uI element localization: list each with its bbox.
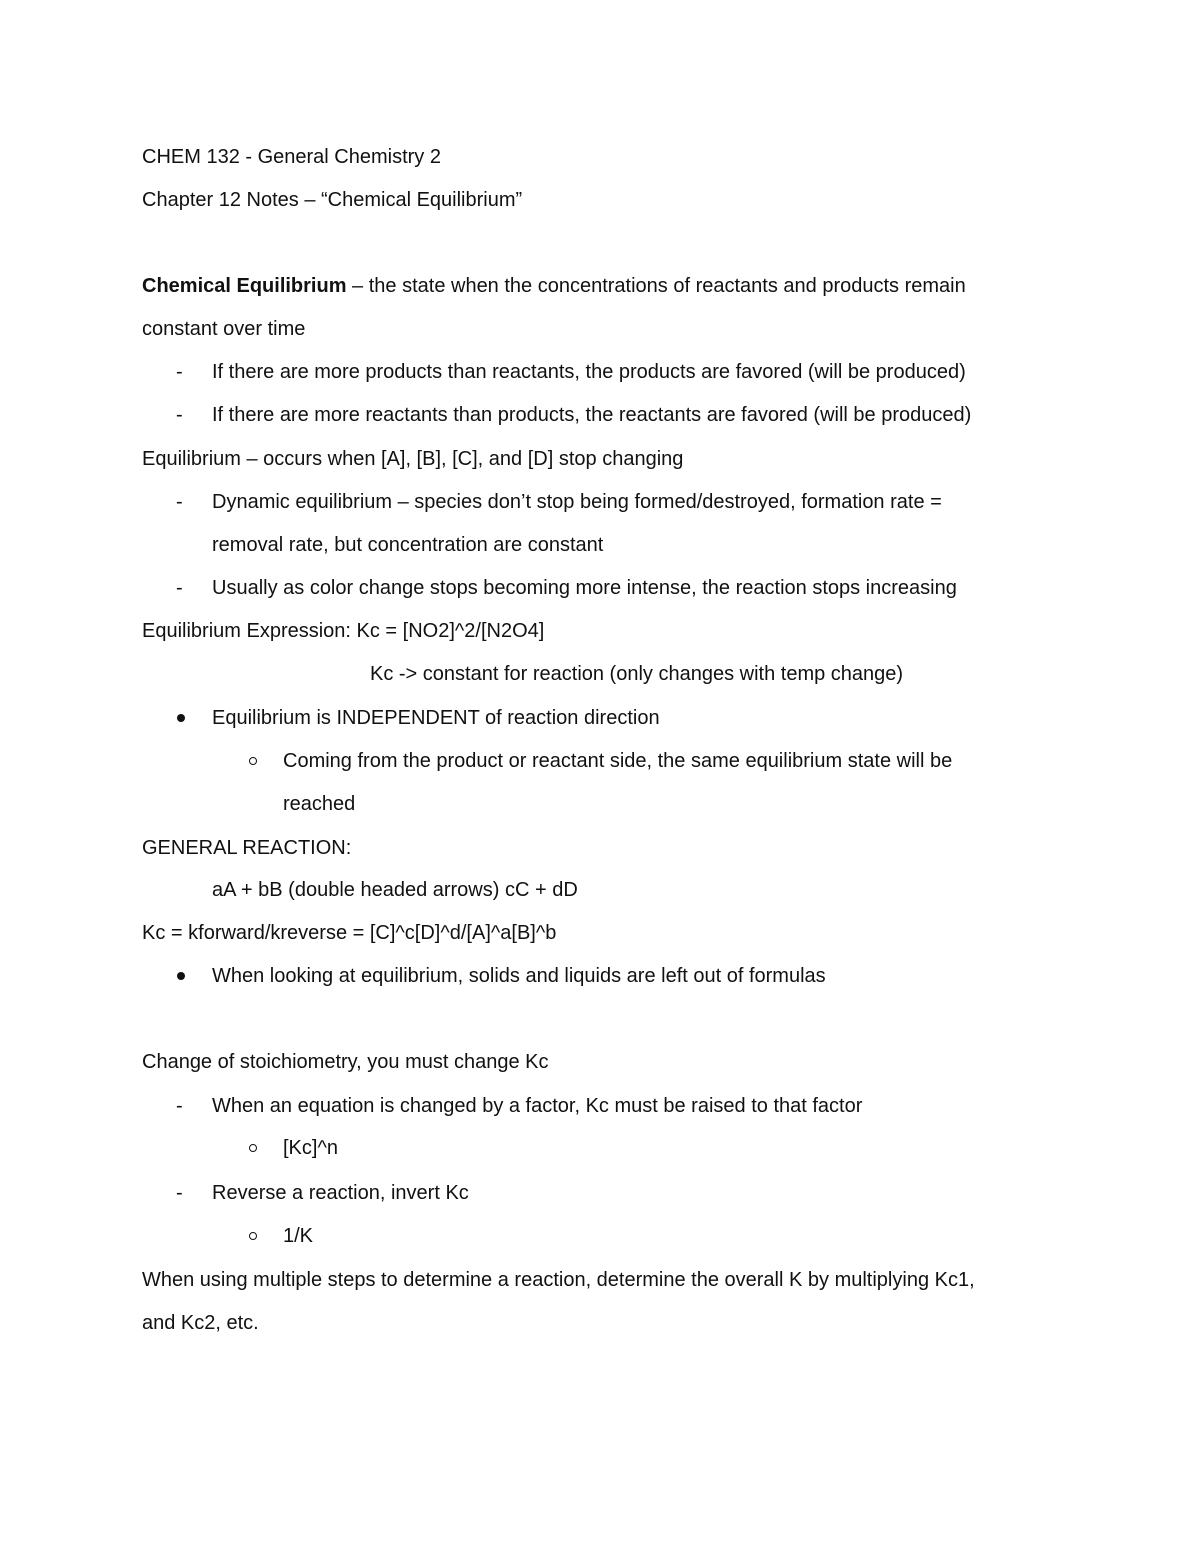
dash-marker: - <box>176 404 183 426</box>
expression-line: Equilibrium Expression: Kc = [NO2]^2/[N2O4] <box>142 620 545 642</box>
multiple-steps-line-1: When using multiple steps to determine a reaction, determine the overall K by multiplying Kc1, <box>142 1269 975 1291</box>
stoichiometry-item-1: When an equation is changed by a factor, Kc must be raised to that factor <box>212 1095 863 1117</box>
circle-bullet-icon <box>249 1144 257 1152</box>
general-reaction-heading: GENERAL REACTION: <box>142 837 352 859</box>
definition-line <box>142 274 966 298</box>
equilibrium-line: Equilibrium – occurs when [A], [B], [C], and [D] stop changing <box>142 448 684 470</box>
expression-sub-bullet-continuation: reached <box>283 793 356 815</box>
stoichiometry-item-1-sub: [Kc]^n <box>283 1137 338 1159</box>
equilibrium-item-1: Dynamic equilibrium – species don’t stop being formed/destroyed, formation rate = <box>212 491 942 513</box>
stoichiometry-item-2: Reverse a reaction, invert Kc <box>212 1182 469 1204</box>
definition-item-1: If there are more products than reactants, the products are favored (will be produced) <box>212 361 966 383</box>
general-reaction: aA + bB (double headed arrows) cC + dD <box>212 879 578 901</box>
dash-marker: - <box>176 1182 183 1204</box>
expression-sub-bullet: Coming from the product or reactant side, the same equilibrium state will be <box>283 750 953 772</box>
definition-continuation: constant over time <box>142 318 306 340</box>
stoichiometry-heading: Change of stoichiometry, you must change Kc <box>142 1051 549 1073</box>
definition-term: Chemical Equilibrium <box>142 275 347 297</box>
multiple-steps-line-2: and Kc2, etc. <box>142 1312 259 1334</box>
dash-marker: - <box>176 361 183 383</box>
chapter-title: Chapter 12 Notes – “Chemical Equilibrium” <box>142 189 523 211</box>
expression-bullet: Equilibrium is INDEPENDENT of reaction direction <box>212 707 660 729</box>
dash-marker: - <box>176 577 183 599</box>
stoichiometry-item-2-sub: 1/K <box>283 1225 314 1247</box>
circle-bullet-icon <box>249 1232 257 1240</box>
bullet-icon <box>177 972 185 980</box>
expression-note: Kc -> constant for reaction (only changes with temp change) <box>370 663 904 685</box>
definition-item-2: If there are more reactants than products, the reactants are favored (will be produced) <box>212 404 972 426</box>
course-title: CHEM 132 - General Chemistry 2 <box>142 146 441 168</box>
circle-bullet-icon <box>249 757 257 765</box>
dash-marker: - <box>176 491 183 513</box>
dash-marker: - <box>176 1095 183 1117</box>
general-reaction-bullet: When looking at equilibrium, solids and liquids are left out of formulas <box>212 965 826 987</box>
bullet-icon <box>177 714 185 722</box>
definition-text: – the state when the concentrations of reactants and products remain <box>346 275 966 297</box>
equilibrium-item-1-continuation: removal rate, but concentration are constant <box>212 534 604 556</box>
general-reaction-kc: Kc = kforward/kreverse = [C]^c[D]^d/[A]^a[B]^b <box>142 922 557 944</box>
equilibrium-item-2: Usually as color change stops becoming more intense, the reaction stops increasing <box>212 577 957 599</box>
